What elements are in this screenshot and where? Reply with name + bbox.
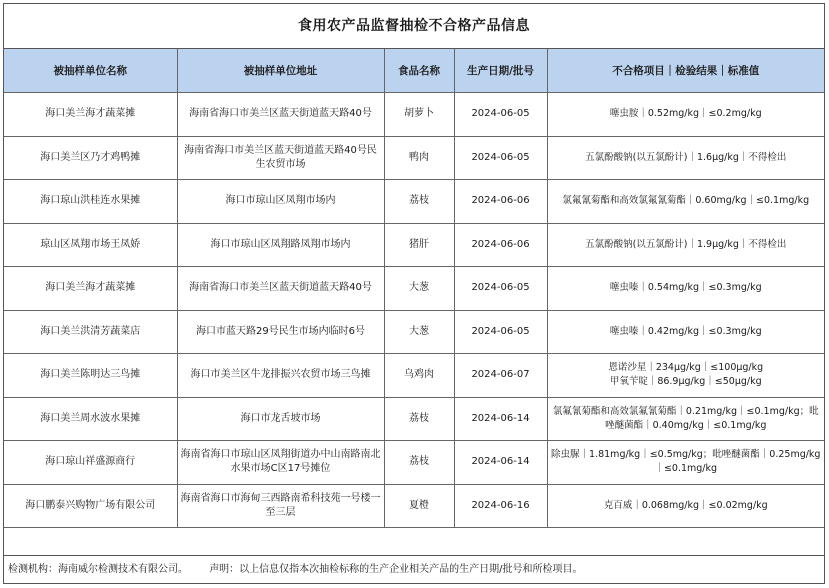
unit-name-cell: 海口美兰海才蔬菜摊: [4, 93, 177, 137]
food-name-cell: 猪肝: [384, 223, 454, 267]
address-cell: 海南省海口市美兰区蓝天街道蓝天路40号: [177, 93, 384, 137]
unit-name-cell: 海口美兰区乃才鸡鸭摊: [4, 136, 177, 180]
result-cell: 氯氟氰菊酯和高效氯氟氰菊酯｜0.60mg/kg｜≤0.1mg/kg: [547, 180, 824, 224]
table-row: [4, 441, 824, 485]
header-date: 生产日期/批号: [454, 49, 547, 93]
unit-name-cell: 海口鹏泰兴购物广场有限公司: [4, 484, 177, 528]
food-name-cell: 胡萝卜: [384, 93, 454, 137]
header-address: 被抽样单位地址: [177, 49, 384, 93]
unit-name-cell: 海口琼山洪桂连水果摊: [4, 180, 177, 224]
food-name-cell: 乌鸡肉: [384, 354, 454, 398]
table-row: [4, 180, 824, 224]
table-row: [4, 354, 824, 398]
testing-agency: 检测机构：海南威尔检测技术有限公司。: [8, 564, 188, 575]
food-name-cell: 大葱: [384, 267, 454, 311]
table-row: [4, 267, 824, 311]
result-cell: 克百威｜0.068mg/kg｜≤0.02mg/kg: [547, 484, 824, 528]
table-row: [4, 484, 824, 528]
production-date-cell: 2024-06-06: [454, 180, 547, 224]
result-cell: 噻虫嗪｜0.42mg/kg｜≤0.3mg/kg: [547, 310, 824, 354]
table-row: [4, 93, 824, 137]
page-title: 食用农产品监督抽检不合格产品信息: [4, 4, 824, 49]
disclaimer: 声明：以上信息仅指本次抽检标称的生产企业相关产品的生产日期/批号和所检项目。: [209, 564, 583, 575]
result-cell: 除虫脲｜1.81mg/kg｜≤0.5mg/kg；吡唑醚菌酯｜0.25mg/kg｜≤0.1mg/kg: [547, 441, 824, 485]
production-date-cell: 2024-06-05: [454, 310, 547, 354]
address-cell: 海口市龙舌坡市场: [177, 397, 384, 441]
production-date-cell: 2024-06-05: [454, 136, 547, 180]
unit-name-cell: 海口美兰陈明达三鸟摊: [4, 354, 177, 398]
header-food: 食品名称: [384, 49, 454, 93]
food-name-cell: 荔枝: [384, 441, 454, 485]
address-cell: 海南省海口市海甸三西路南希科技苑一号楼一至三层: [177, 484, 384, 528]
production-date-cell: 2024-06-05: [454, 267, 547, 311]
food-name-cell: 夏橙: [384, 484, 454, 528]
table-row: [4, 223, 824, 267]
result-cell: 五氯酚酸钠(以五氯酚计)｜1.6μg/kg｜不得检出: [547, 136, 824, 180]
address-cell: 海口市琼山区凤翔市场内: [177, 180, 384, 224]
address-cell: 海南省海口市琼山区凤翔街道办中山南路南北水果市场C区17号摊位: [177, 441, 384, 485]
food-name-cell: 荔枝: [384, 180, 454, 224]
footer-note: [4, 555, 824, 583]
production-date-cell: 2024-06-16: [454, 484, 547, 528]
table-row: [4, 310, 824, 354]
result-cell: 五氯酚酸钠(以五氯酚计)｜1.9μg/kg｜不得检出: [547, 223, 824, 267]
address-cell: 海口市蓝天路29号民生市场内临时6号: [177, 310, 384, 354]
food-name-cell: 鸭肉: [384, 136, 454, 180]
header-row: [4, 49, 824, 93]
unit-name-cell: 琼山区凤翔市场王凤娇: [4, 223, 177, 267]
result-cell: 噻虫胺｜0.52mg/kg｜≤0.2mg/kg: [547, 93, 824, 137]
header-result: 不合格项目｜检验结果｜标准值: [547, 49, 824, 93]
result-cell: 氯氟氰菊酯和高效氯氟氰菊酯｜0.21mg/kg｜≤0.1mg/kg；吡唑醚菌酯｜0.40mg/kg｜≤0.1mg/kg: [547, 397, 824, 441]
unit-name-cell: 海口琼山祥盛源商行: [4, 441, 177, 485]
address-cell: 海南省海口市美兰区蓝天街道蓝天路40号: [177, 267, 384, 311]
unit-name-cell: 海口美兰海才蔬菜摊: [4, 267, 177, 311]
result-cell: 噻虫嗪｜0.54mg/kg｜≤0.3mg/kg: [547, 267, 824, 311]
production-date-cell: 2024-06-14: [454, 397, 547, 441]
address-cell: 海南省海口市美兰区蓝天街道蓝天路40号民生农贸市场: [177, 136, 384, 180]
table-row: [4, 136, 824, 180]
food-name-cell: 大葱: [384, 310, 454, 354]
result-cell: 恩诺沙星｜234μg/kg｜≤100μg/kg 甲氧苄啶｜86.9μg/kg｜≤50μg/kg: [547, 354, 824, 398]
production-date-cell: 2024-06-07: [454, 354, 547, 398]
address-cell: 海口市美兰区牛龙排振兴农贸市场三鸟摊: [177, 354, 384, 398]
header-unit: 被抽样单位名称: [4, 49, 177, 93]
production-date-cell: 2024-06-06: [454, 223, 547, 267]
table-row: [4, 397, 824, 441]
production-date-cell: 2024-06-05: [454, 93, 547, 137]
results-table: [4, 49, 824, 528]
production-date-cell: 2024-06-14: [454, 441, 547, 485]
unit-name-cell: 海口美兰周水波水果摊: [4, 397, 177, 441]
address-cell: 海口市琼山区凤翔路凤翔市场内: [177, 223, 384, 267]
notice-sheet: [3, 3, 825, 584]
unit-name-cell: 海口美兰洪清芳蔬菜店: [4, 310, 177, 354]
food-name-cell: 荔枝: [384, 397, 454, 441]
